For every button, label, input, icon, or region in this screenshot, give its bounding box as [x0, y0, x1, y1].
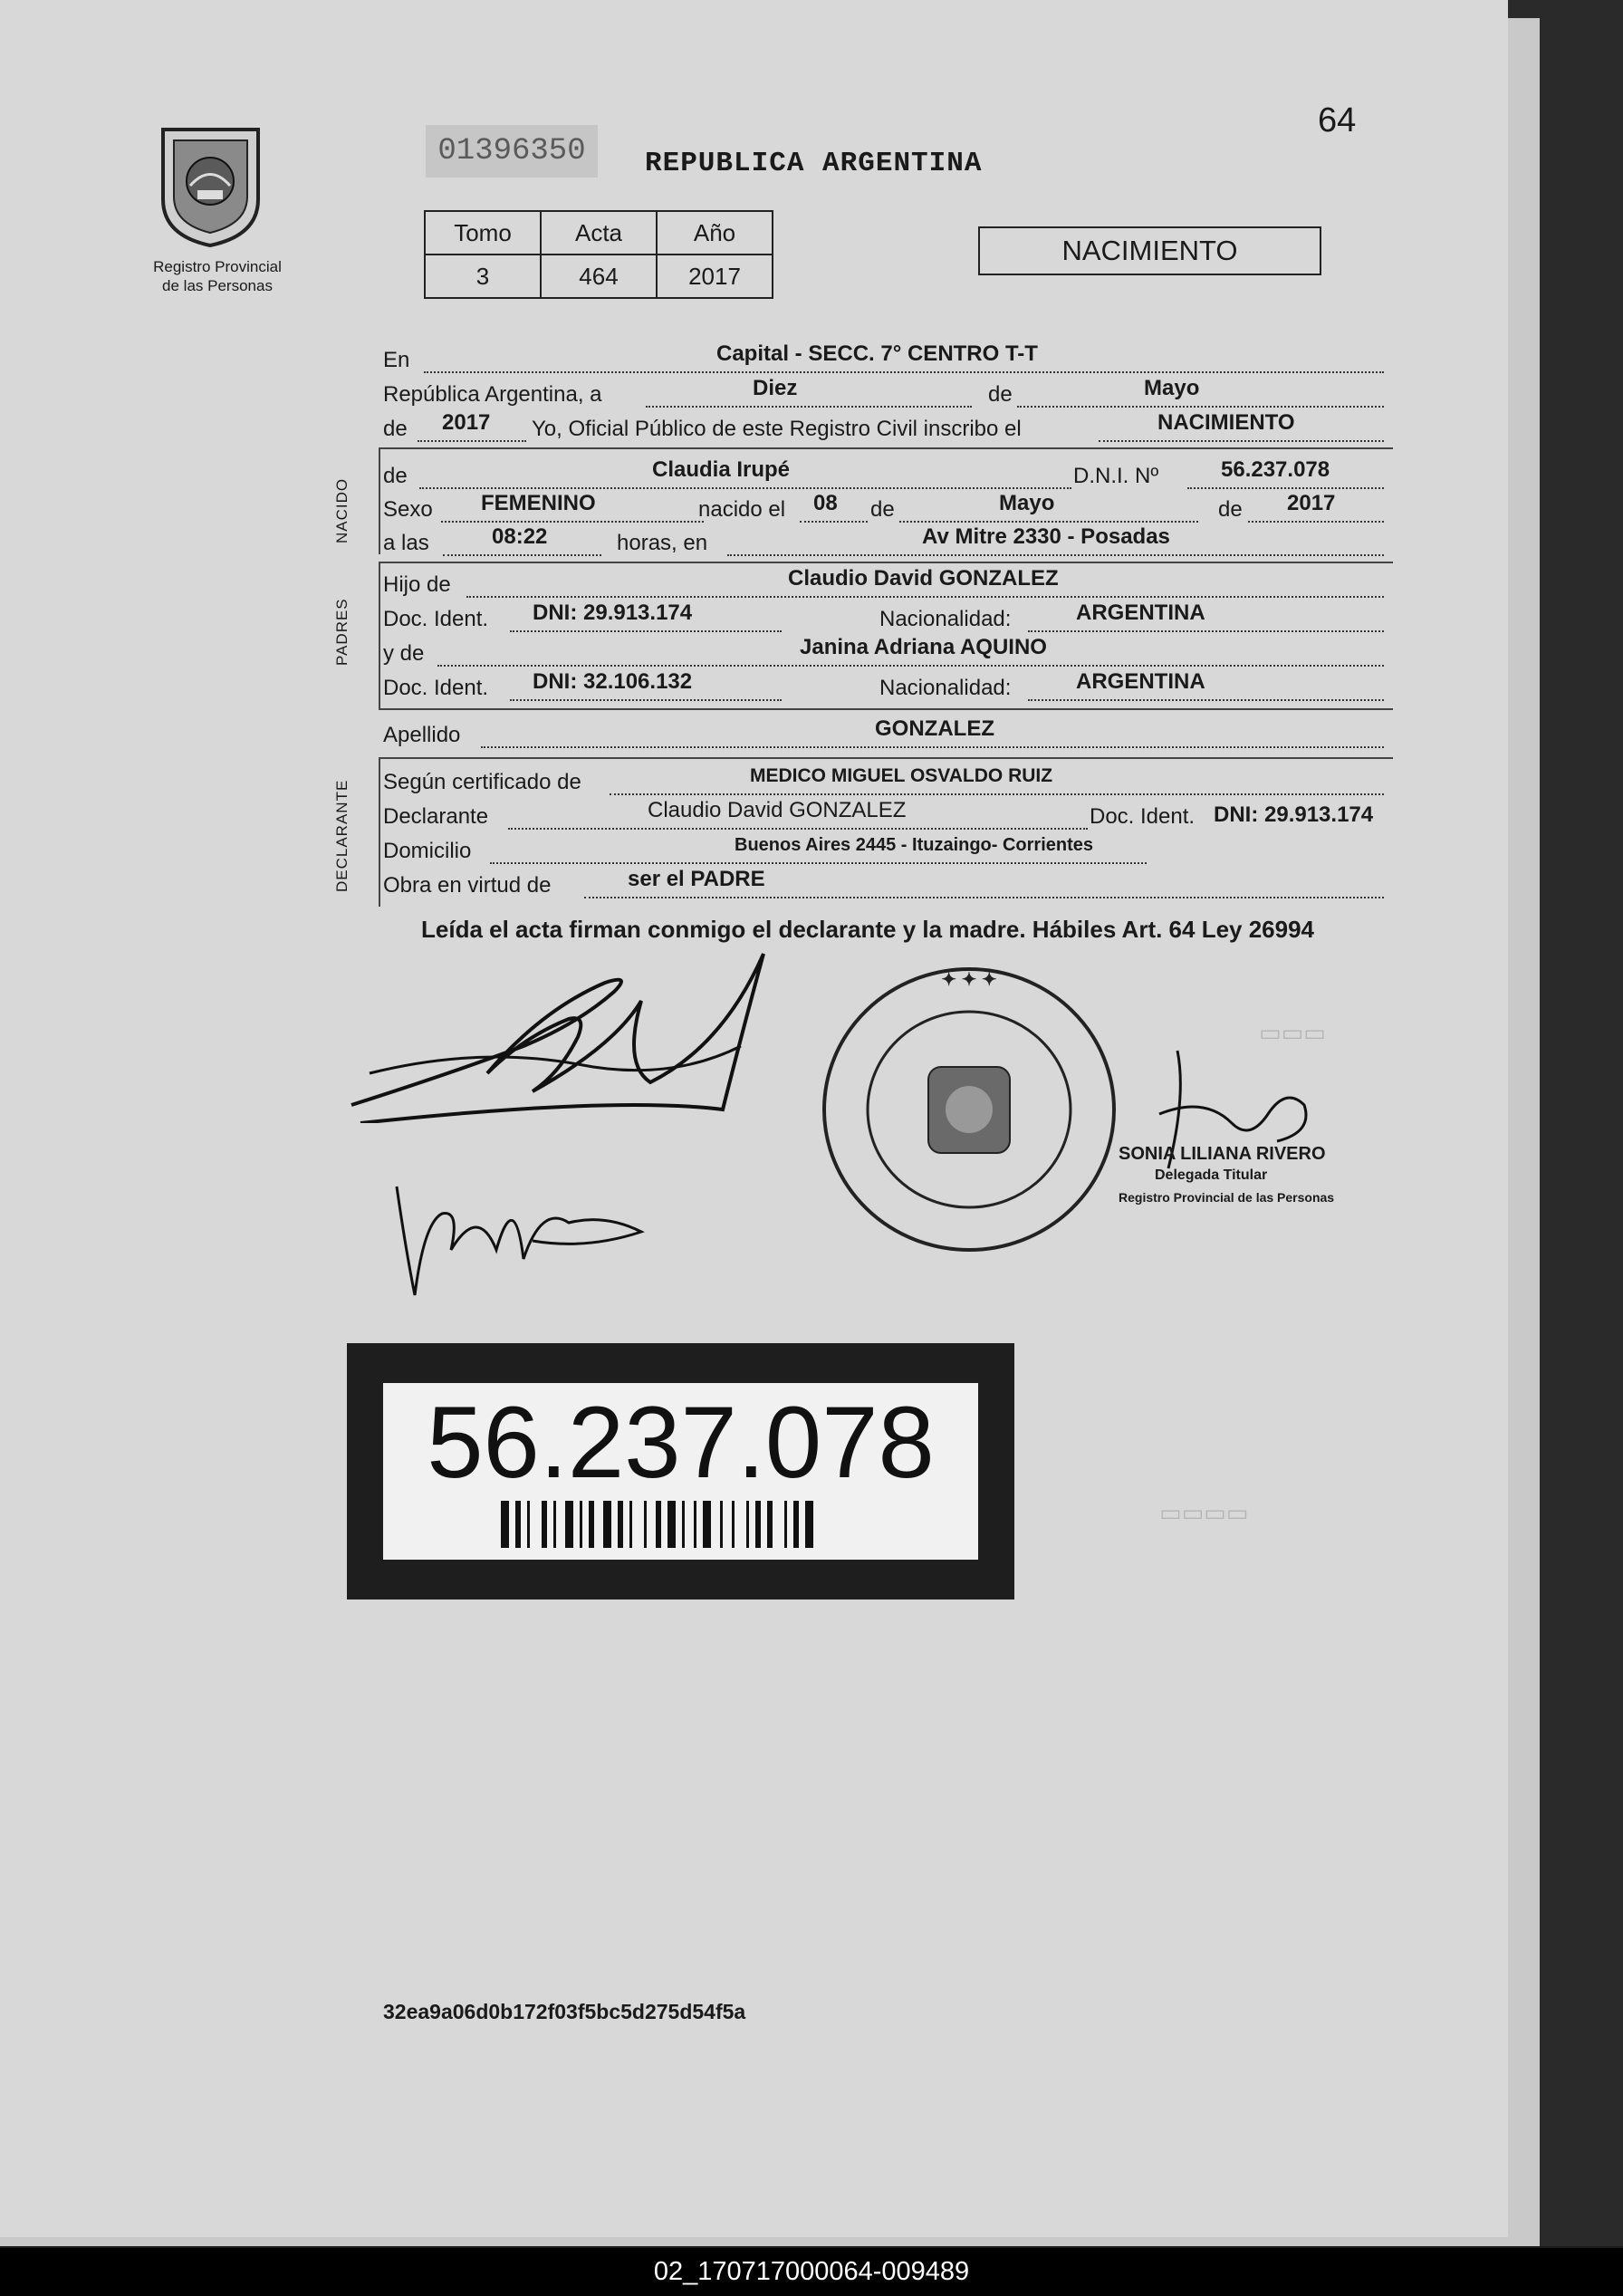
country-heading: REPUBLICA ARGENTINA [645, 148, 983, 179]
de-label: de [383, 464, 408, 488]
line-apellido [383, 716, 1388, 752]
svg-text:✦ ✦ ✦: ✦ ✦ ✦ [941, 970, 997, 990]
doc-ident-label: Doc. Ident. [383, 676, 489, 700]
barcode-bar [703, 1501, 711, 1548]
republica-label: República Argentina, a [383, 382, 602, 407]
madre-name: Janina Adriana AQUINO [800, 635, 1047, 659]
line-nacido-hora [383, 524, 1388, 560]
barcode-bar [732, 1501, 735, 1548]
declarant-signature [342, 937, 777, 1123]
dotted-line [1017, 379, 1384, 408]
folio-number: 64 [1318, 101, 1357, 139]
certificado-label: Según certificado de [383, 770, 581, 794]
event-value: NACIMIENTO [1157, 410, 1295, 435]
de-label: de [870, 497, 895, 522]
barcode-bar [589, 1501, 594, 1548]
barcode-bar [565, 1501, 573, 1548]
certificado-value: MEDICO MIGUEL OSVALDO RUIZ [750, 765, 1053, 786]
padres-section-label: PADRES [333, 598, 351, 666]
section-border [379, 447, 380, 554]
section-rule [379, 447, 1393, 449]
sticker-label [383, 1383, 978, 1560]
acta-header: Acta [541, 211, 657, 255]
doc-ident-label: Doc. Ident. [383, 607, 489, 631]
officer-name: SONIA LILIANA RIVERO [1119, 1144, 1326, 1164]
madre-nacionalidad: ARGENTINA [1076, 669, 1205, 694]
barcode-bar [580, 1501, 582, 1548]
barcode-bar [629, 1501, 632, 1548]
nacido-el-label: nacido el [698, 497, 786, 522]
sexo-value: FEMENINO [481, 491, 596, 515]
dni-label: D.N.I. Nº [1073, 464, 1159, 488]
padre-name: Claudio David GONZALEZ [788, 566, 1059, 591]
horas-en-label: horas, en [617, 531, 708, 555]
obra-label: Obra en virtud de [383, 873, 552, 898]
declarante-doc: DNI: 29.913.174 [1214, 802, 1374, 827]
birth-month: Mayo [999, 491, 1055, 515]
record-value-row [425, 255, 773, 298]
province-seal-logo [154, 122, 267, 249]
barcode-bar [603, 1501, 611, 1548]
de-label: de [988, 382, 1013, 407]
ghost-mark: ▭▭▭ [1259, 1019, 1326, 1046]
barcode-bar [515, 1501, 521, 1548]
barcode-bar [527, 1501, 530, 1548]
hijo-de-label: Hijo de [383, 572, 451, 597]
officer-title: Delegada Titular [1155, 1167, 1268, 1183]
domicilio-value: Buenos Aires 2445 - Ituzaingo- Corrientes [735, 835, 1094, 855]
padre-doc: DNI: 29.913.174 [533, 600, 693, 625]
doc-ident-label: Doc. Ident. [1090, 804, 1196, 829]
mother-signature [388, 1168, 659, 1304]
child-name: Claudia Irupé [652, 457, 791, 482]
barcode-bar [501, 1501, 509, 1548]
line-domicilio [383, 835, 1388, 868]
nacionalidad-label: Nacionalidad: [879, 676, 1012, 700]
month-value: Mayo [1144, 376, 1200, 400]
tomo-value: 3 [425, 255, 541, 298]
barcode-bar [720, 1501, 723, 1548]
barcode-bar [805, 1501, 813, 1548]
seal-caption-line1: Registro Provincial [153, 258, 282, 275]
barcode-bar [656, 1501, 661, 1548]
barcode-bar [618, 1501, 623, 1548]
barcode-bar [784, 1501, 787, 1548]
section-rule [379, 708, 1393, 710]
birth-place: Av Mitre 2330 - Posadas [922, 524, 1170, 549]
seal-caption-line2: de las Personas [162, 277, 273, 294]
obra-value: ser el PADRE [628, 867, 765, 891]
year-value: 2017 [442, 410, 491, 435]
footer-file-id: 02_170717000064-009489 [653, 2257, 970, 2286]
en-label: En [383, 348, 410, 372]
y-de-label: y de [383, 641, 425, 666]
birth-day: 08 [813, 491, 838, 515]
de-label: de [1218, 497, 1243, 522]
nacido-section-label: NACIDO [333, 477, 351, 543]
de2-label: de [383, 417, 408, 441]
acta-value: 464 [541, 255, 657, 298]
officer-block [1119, 1143, 1334, 1208]
birth-year: 2017 [1287, 491, 1336, 515]
nacionalidad-label: Nacionalidad: [879, 607, 1012, 631]
barcode-bar [667, 1501, 676, 1548]
day-value: Diez [753, 376, 798, 400]
place-value: Capital - SECC. 7° CENTRO T-T [716, 341, 1038, 366]
declarante-label: Declarante [383, 804, 489, 829]
declarante-section-label: DECLARANTE [333, 779, 351, 892]
section-border [379, 562, 380, 708]
apellido-value: GONZALEZ [875, 716, 994, 741]
barcode-bar [746, 1501, 749, 1548]
sexo-label: Sexo [383, 497, 433, 522]
oficial-text: Yo, Oficial Público de este Registro Civil inscribo el [532, 417, 1022, 441]
record-header-row [425, 211, 773, 255]
domicilio-label: Domicilio [383, 839, 472, 863]
barcode [501, 1501, 863, 1548]
ghost-mark: ▭▭▭▭ [1159, 1499, 1249, 1526]
record-type-box: NACIMIENTO [978, 226, 1321, 275]
barcode-bar [755, 1501, 761, 1548]
barcode-bar [767, 1501, 773, 1548]
ano-value: 2017 [657, 255, 773, 298]
declarante-name: Claudio David GONZALEZ [648, 798, 907, 822]
serial-number: 01396350 [426, 125, 598, 178]
sticker-dni-number: 56.237.078 [427, 1386, 935, 1499]
barcode-bar [694, 1501, 696, 1548]
dni-barcode-sticker [347, 1343, 1014, 1600]
line-oficial [383, 410, 1388, 446]
barcode-bar [644, 1501, 647, 1548]
officer-office: Registro Provincial de las Personas [1119, 1190, 1335, 1205]
ano-header: Año [657, 211, 773, 255]
section-rule [379, 757, 1393, 759]
closing-statement: Leída el acta firman conmigo el declarante y la madre. Hábiles Art. 64 Ley 26994 [421, 916, 1315, 943]
barcode-bar [553, 1501, 556, 1548]
apellido-label: Apellido [383, 723, 461, 747]
line-en [383, 341, 1388, 377]
official-stamp [820, 960, 1119, 1259]
dotted-line [646, 379, 972, 408]
document-hash: 32ea9a06d0b172f03f5bc5d275d54f5a [383, 2000, 746, 2023]
a-las-label: a las [383, 531, 429, 555]
padre-nacionalidad: ARGENTINA [1076, 600, 1205, 625]
child-dni: 56.237.078 [1221, 457, 1330, 482]
line-obra [383, 869, 1388, 902]
section-border [379, 757, 380, 907]
footer-bar [0, 2248, 1623, 2296]
barcode-bar [793, 1501, 799, 1548]
seal-caption [127, 257, 308, 295]
line-madre-doc [383, 669, 1388, 705]
record-table [424, 210, 773, 299]
birth-hour: 08:22 [492, 524, 548, 549]
tomo-header: Tomo [425, 211, 541, 255]
barcode-bar [542, 1501, 547, 1548]
madre-doc: DNI: 32.106.132 [533, 669, 693, 694]
barcode-bar [682, 1501, 685, 1548]
